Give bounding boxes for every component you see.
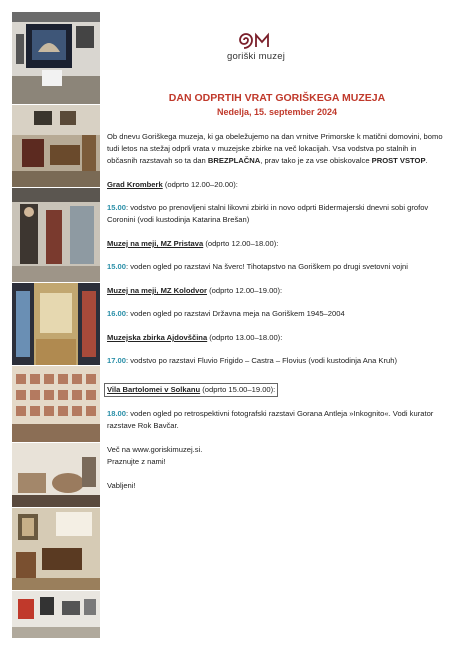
event-time: 16.00 [107, 309, 127, 318]
event-text: : vodstvo po prenovljeni stalni likovni zbirki in novo odprti Bidermajerski dnevni sobi grofov Coronini (vodi kustodinja Katarina Brešan) [107, 203, 429, 224]
costume-exhibit-photo [12, 188, 100, 282]
location-heading [107, 285, 447, 297]
event-item [107, 408, 447, 432]
intro-text: Ob dnevu Goriškega muzeja, ki ga obeležujemo na dan vrnitve Primorske k matični domovini, bomo tudi letos na stežaj odprli vrata v muzejske zbirke na več lokacijah. Vsa vodstva po stalnih in občasnih razstavah so ta dan [107, 132, 443, 165]
event-time: 17.00 [107, 356, 127, 365]
spiral-logo-icon [236, 30, 276, 50]
event-text: : vodstvo po razstavi Fluvio Frigido – Castra – Flovius (vodi kustodinja Ana Kruh) [126, 356, 397, 365]
location-name: Muzej na meji, MZ Kolodvor [107, 286, 207, 295]
logo-text: goriški muzej [226, 51, 286, 62]
location-name: Vila Bartolomei v Solkanu [107, 385, 201, 394]
event-text: : voden ogled po razstavi Državna meja na Goriškem 1945–2004 [126, 309, 345, 318]
event-item [107, 261, 447, 273]
location-hours: (odprto 13.00–18.00): [207, 333, 283, 342]
location-heading [107, 238, 447, 250]
event-item [107, 308, 447, 320]
event-item [107, 355, 447, 367]
announcement [107, 92, 447, 492]
intro-text-3: . [425, 156, 428, 165]
intro-text-2: , prav tako je za vse obiskovalce [260, 156, 372, 165]
villa-interior-photo [12, 508, 100, 590]
event-text: : voden ogled po retrospektivni fotografski razstavi Gorana Antleja »Inkognito«. Vodi kurator razstave Rok Bavčar. [107, 409, 434, 430]
location-heading [104, 383, 278, 397]
photo-gallery-room-photo [12, 591, 100, 638]
event-time: 15.00 [107, 203, 127, 212]
photo-strip [12, 12, 100, 638]
border-museum-shop-photo [12, 283, 100, 365]
location-name: Muzej na meji, MZ Pristava [107, 239, 204, 248]
location-heading [107, 332, 447, 344]
page-title: DAN ODPRTIH VRAT GORIŠKEGA MUZEJA [168, 92, 386, 104]
bidermajer-room-photo [12, 105, 100, 187]
location-hours: (odprto 12.00–18.00): [203, 239, 279, 248]
celebrate-text: Praznujte z nami! [107, 457, 166, 466]
museum-logo [216, 30, 296, 62]
event-text: : voden ogled po razstavi Na šverc! Tihotapstvo na Goriškem po drugi svetovni vojni [126, 262, 408, 271]
gallery-room-photo [12, 12, 100, 104]
event-item [107, 202, 447, 226]
location-hours: (odprto 12.00–20.00): [162, 180, 238, 189]
location-name: Muzejska zbirka Ajdovščina [107, 333, 208, 342]
intro-paragraph [107, 131, 447, 167]
invite-text: Vabljeni! [107, 481, 136, 490]
event-date: Nedelja, 15. september 2024 [216, 107, 338, 117]
archaeology-artifacts-photo [12, 443, 100, 507]
location-heading [107, 179, 447, 191]
location-hours: (odprto 12.00–19.00): [207, 286, 283, 295]
free-entry-label: PROST VSTOP [371, 156, 426, 165]
footer [107, 444, 447, 492]
location-heading-wrapper [107, 379, 447, 397]
event-time: 15.00 [107, 262, 127, 271]
event-time: 18.00 [107, 409, 127, 418]
free-label: BREZPLAČNA [207, 156, 261, 165]
location-hours: (odprto 15.00–19.00): [200, 385, 276, 394]
border-exhibition-photo [12, 366, 100, 442]
website-link[interactable]: Več na www.goriskimuzej.si. [107, 445, 203, 454]
location-name: Grad Kromberk [107, 180, 163, 189]
